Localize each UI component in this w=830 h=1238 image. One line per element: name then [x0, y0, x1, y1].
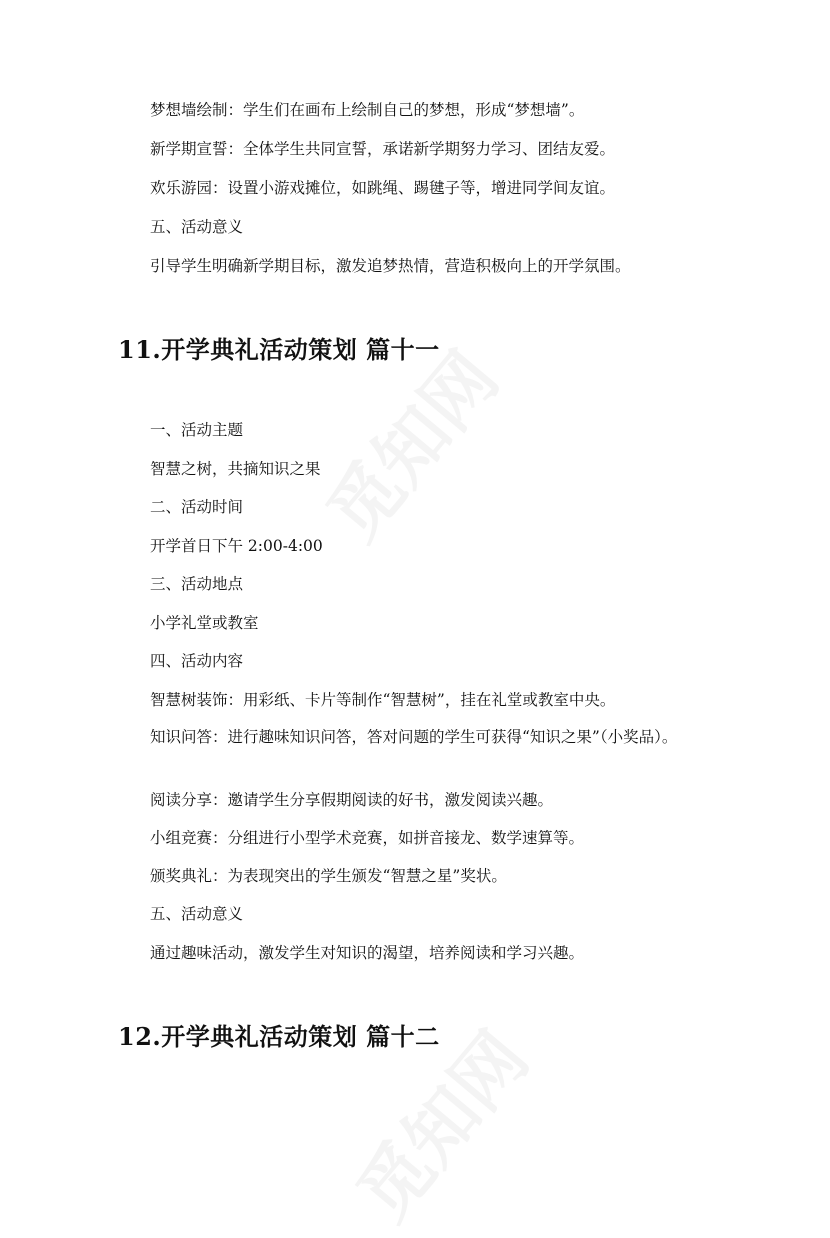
paragraph: 开学首日下午 2:00-4:00 [150, 537, 323, 555]
paragraph: 智慧树装饰：用彩纸、卡片等制作“智慧树”，挂在礼堂或教室中央。 [150, 691, 616, 709]
paragraph: 智慧之树，共摘知识之果 [150, 460, 321, 478]
section-title: 11.开学典礼活动策划 篇十一 [118, 335, 440, 364]
paragraph: 知识问答：进行趣味知识问答，答对问题的学生可获得“知识之果”（小奖品）。 [150, 728, 678, 746]
section-subheading: 二、活动时间 [150, 498, 244, 516]
paragraph: 小学礼堂或教室 [150, 614, 259, 632]
paragraph: 颁奖典礼：为表现突出的学生颁发“智慧之星”奖状。 [150, 867, 507, 885]
paragraph: 小组竞赛：分组进行小型学术竞赛，如拼音接龙、数学速算等。 [150, 829, 585, 847]
section-subheading: 一、活动主题 [150, 421, 244, 439]
section-title: 12.开学典礼活动策划 篇十二 [118, 1022, 440, 1051]
paragraph: 引导学生明确新学期目标，激发追梦热情，营造积极向上的开学氛围。 [150, 257, 631, 275]
paragraph: 阅读分享：邀请学生分享假期阅读的好书，激发阅读兴趣。 [150, 791, 554, 809]
paragraph: 新学期宣誓：全体学生共同宣誓，承诺新学期努力学习、团结友爱。 [150, 140, 616, 158]
paragraph: 梦想墙绘制：学生们在画布上绘制自己的梦想，形成“梦想墙”。 [150, 101, 585, 119]
section-subheading: 五、活动意义 [150, 905, 244, 923]
section-subheading: 五、活动意义 [150, 218, 244, 236]
paragraph: 通过趣味活动，激发学生对知识的渴望，培养阅读和学习兴趣。 [150, 944, 585, 962]
paragraph: 欢乐游园：设置小游戏摊位，如跳绳、踢毽子等，增进同学间友谊。 [150, 179, 616, 197]
section-subheading: 三、活动地点 [150, 575, 244, 593]
section-subheading: 四、活动内容 [150, 652, 244, 670]
